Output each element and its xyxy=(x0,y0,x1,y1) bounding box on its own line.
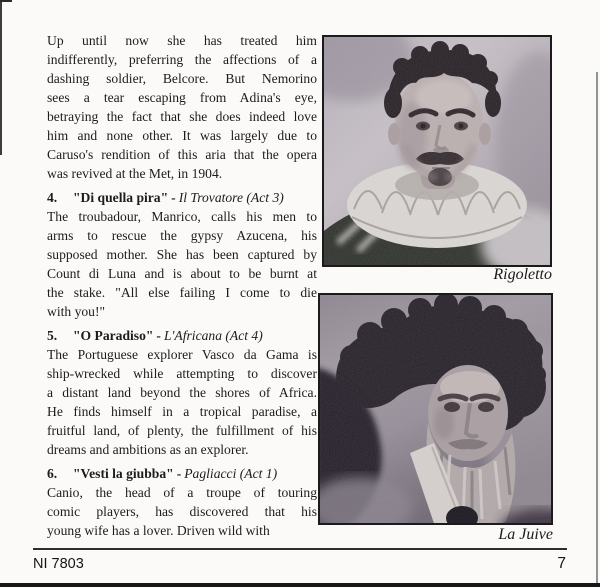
paragraph-line: indifferently, preferring the affections of a xyxy=(47,52,317,67)
separator: - xyxy=(156,328,161,343)
paragraph-line: ship-wrecked while attempting to discover xyxy=(47,366,317,381)
separator: - xyxy=(176,466,182,481)
section-o-paradiso xyxy=(47,326,317,459)
paragraph-line: arms to rescue the gypsy Azucena, his xyxy=(47,228,317,243)
section-paragraph xyxy=(47,207,317,321)
paragraph-line: a distant land beyond the shores of Africa. xyxy=(47,385,317,400)
paragraph-line: He finds himself in a tropical paradise, a xyxy=(47,404,317,419)
paragraph-line: dashing soldier, Belcore. But Nemorino xyxy=(47,71,317,86)
paragraph-line: Up until now she has treated him xyxy=(47,33,317,48)
aria-title: "Di quella pira" xyxy=(73,190,169,205)
opera-name: Il Trovatore (Act 3) xyxy=(178,190,284,205)
scan-edge-bottom xyxy=(0,583,600,587)
scan-edge-right xyxy=(596,72,598,587)
separator: - xyxy=(171,190,176,205)
section-vesti-la-giubba xyxy=(47,464,317,540)
paragraph-line: fruitful land, of plenty, the fulfillment of his xyxy=(47,423,317,438)
aria-title: "O Paradiso" xyxy=(73,328,154,343)
track-number: 6. xyxy=(47,466,58,481)
paragraph-line: dreams and ambitions as an explorer. xyxy=(47,442,249,457)
footer-rule xyxy=(33,548,567,550)
aria-title: "Vesti la giubba" xyxy=(73,466,174,481)
intro-paragraph xyxy=(47,31,317,183)
page-number: 7 xyxy=(557,555,566,572)
paragraph-line: young wife has a lover. Driven wild with xyxy=(47,523,270,538)
paragraph-line: him and none other. It was largely due to xyxy=(47,128,317,143)
paragraph-line: supposed mother. She has been captured by xyxy=(47,247,317,262)
paragraph-line: was revived at the Met, in 1904. xyxy=(47,166,223,181)
paragraph-line: betraying the fact that she does indeed love xyxy=(47,109,317,124)
paragraph-line: Count di Luna and is about to be burnt at xyxy=(47,266,317,281)
paragraph-line: comic players, has discovered that his xyxy=(47,504,317,519)
opera-name: Pagliacci (Act 1) xyxy=(184,466,278,481)
rigoletto-caption: Rigoletto xyxy=(493,266,552,283)
section-paragraph xyxy=(47,483,317,540)
liner-notes-column xyxy=(47,31,317,540)
photo-la-juive xyxy=(318,293,553,525)
photo-rigoletto xyxy=(322,35,552,267)
section-heading xyxy=(47,188,317,207)
scan-edge-left xyxy=(0,0,2,155)
paragraph-line: with you!" xyxy=(47,304,106,319)
catalog-number: NI 7803 xyxy=(33,556,84,572)
paragraph-line: Caruso's rendition of this aria that the opera xyxy=(47,147,317,162)
paragraph-line: the stake. "All else failing I come to die xyxy=(47,285,317,300)
section-paragraph xyxy=(47,345,317,459)
opera-name: L'Africana (Act 4) xyxy=(163,328,263,343)
la-juive-caption: La Juive xyxy=(498,526,553,543)
section-heading xyxy=(47,464,317,483)
section-heading xyxy=(47,326,317,345)
paragraph-line: sees a tear escaping from Adina's eye, xyxy=(47,90,317,105)
track-number: 4. xyxy=(47,190,58,205)
scan-edge-top xyxy=(0,0,12,2)
paragraph-line: Canio, the head of a troupe of touring xyxy=(47,485,317,500)
track-number: 5. xyxy=(47,328,58,343)
section-di-quella-pira xyxy=(47,188,317,321)
paragraph-line: The Portuguese explorer Vasco da Gama is xyxy=(47,347,317,362)
paragraph-line: The troubadour, Manrico, calls his men to xyxy=(47,209,317,224)
